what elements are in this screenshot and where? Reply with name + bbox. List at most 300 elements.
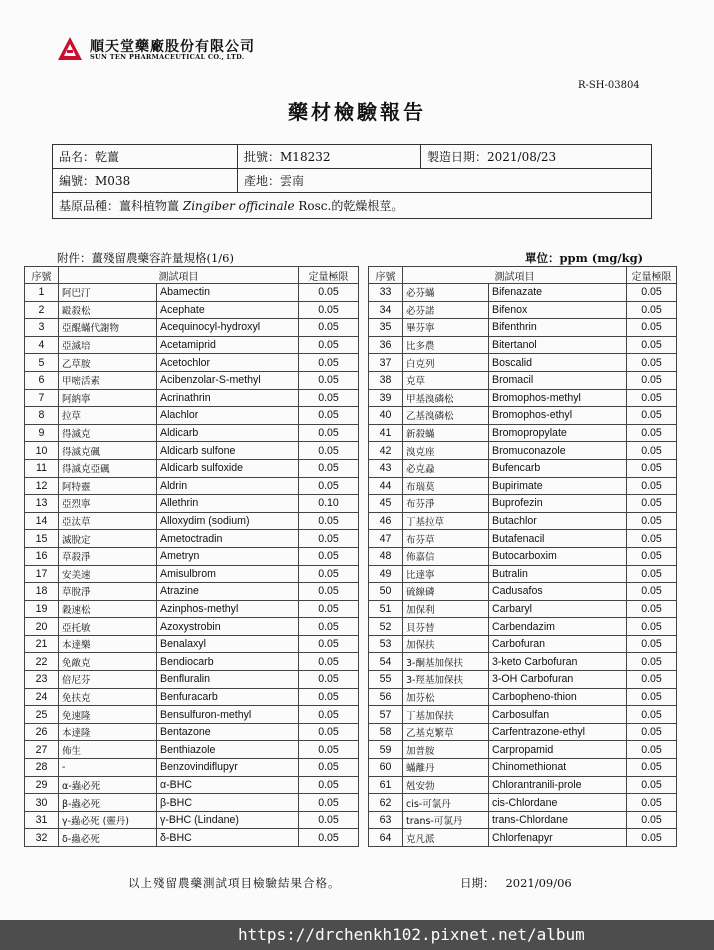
pesticide-name-cn: 乙基溴磷松: [403, 407, 489, 425]
table-row: [25, 618, 359, 636]
limit-value: 0.05: [627, 583, 677, 601]
pesticide-name-en: Bufencarb: [489, 459, 627, 477]
pesticide-name-en: Bupirimate: [489, 477, 627, 495]
limit-value: 0.05: [627, 741, 677, 759]
product-code: M038: [95, 174, 131, 188]
origin: 雲南: [280, 174, 305, 188]
pesticide-name-en: Carbendazim: [489, 618, 627, 636]
pesticide-name-en: Butafenacil: [489, 530, 627, 548]
pesticide-name-cn: 得滅克: [59, 424, 157, 442]
row-number: 55: [369, 671, 403, 689]
limit-value: 0.05: [627, 371, 677, 389]
row-number: 47: [369, 530, 403, 548]
table-row: [25, 512, 359, 530]
pesticide-name-en: Bromacil: [489, 371, 627, 389]
row-number: 38: [369, 371, 403, 389]
document-number: R-SH-03804: [578, 80, 640, 91]
row-number: 33: [369, 284, 403, 302]
table-row: [25, 723, 359, 741]
pesticide-name-en: Bifenazate: [489, 284, 627, 302]
row-number: 51: [369, 600, 403, 618]
row-number: 37: [369, 354, 403, 372]
pesticide-name-cn: 3-羥基加保扶: [403, 671, 489, 689]
table-row: [369, 301, 677, 319]
pesticide-name-cn: 亞汰草: [59, 512, 157, 530]
limit-value: 0.05: [627, 284, 677, 302]
batch-number: M18232: [280, 150, 331, 164]
limit-value: 0.05: [299, 618, 359, 636]
pesticide-name-cn: 得滅克碸: [59, 442, 157, 460]
pesticide-name-cn: 亞托敏: [59, 618, 157, 636]
limit-value: 0.05: [627, 530, 677, 548]
pesticide-name-en: Bromophos-methyl: [489, 389, 627, 407]
row-number: 14: [25, 512, 59, 530]
limit-value: 0.05: [627, 776, 677, 794]
limit-value: 0.05: [299, 442, 359, 460]
row-number: 40: [369, 407, 403, 425]
table-row: [25, 688, 359, 706]
pesticide-name-cn: 滅脫定: [59, 530, 157, 548]
limit-value: 0.05: [299, 459, 359, 477]
row-number: 27: [25, 741, 59, 759]
pesticide-name-cn: δ-蟲必死: [59, 829, 157, 847]
limit-value: 0.05: [627, 688, 677, 706]
limit-value: 0.05: [299, 600, 359, 618]
row-number: 12: [25, 477, 59, 495]
row-number: 1: [25, 284, 59, 302]
pesticide-name-cn: β-蟲必死: [59, 794, 157, 812]
row-number: 62: [369, 794, 403, 812]
table-row: [369, 829, 677, 847]
row-number: 54: [369, 653, 403, 671]
row-number: 64: [369, 829, 403, 847]
pesticide-name-en: Benalaxyl: [157, 635, 299, 653]
table-row: [25, 829, 359, 847]
pesticide-name-cn: 加芬松: [403, 688, 489, 706]
pesticide-name-en: Butralin: [489, 565, 627, 583]
row-number: 50: [369, 583, 403, 601]
pesticide-name-cn: 必芬蟎: [403, 284, 489, 302]
limit-value: 0.05: [299, 794, 359, 812]
table-row: [369, 459, 677, 477]
info-table: [52, 144, 652, 219]
pesticide-name-en: Bromophos-ethyl: [489, 407, 627, 425]
pesticide-name-cn: γ-蟲必死 (靈丹): [59, 811, 157, 829]
limit-value: 0.05: [299, 759, 359, 777]
limit-value: 0.05: [627, 794, 677, 812]
pesticide-name-en: Aldrin: [157, 477, 299, 495]
pesticide-name-en: Carbosulfan: [489, 706, 627, 724]
pesticide-name-en: Butocarboxim: [489, 547, 627, 565]
row-number: 35: [369, 319, 403, 337]
base-species-cell: 基原品種：薑科植物薑 Zingiber officinale Rosc.的乾燥根莖。: [53, 193, 652, 219]
limit-value: 0.05: [299, 371, 359, 389]
pesticide-name-cn: 克草: [403, 371, 489, 389]
pesticide-name-cn: 比多農: [403, 336, 489, 354]
table-row: [25, 389, 359, 407]
table-row: [369, 371, 677, 389]
pesticide-name-en: Bromopropylate: [489, 424, 627, 442]
pesticide-name-en: Carbopheno-thion: [489, 688, 627, 706]
table-row: [25, 284, 359, 302]
batch-cell: 批號：M18232: [238, 145, 421, 169]
pesticide-name-cn: 貝芬替: [403, 618, 489, 636]
row-number: 5: [25, 354, 59, 372]
table-row: [369, 512, 677, 530]
pesticide-name-en: Acephate: [157, 301, 299, 319]
pesticide-name-cn: 乙基克繁草: [403, 723, 489, 741]
pesticide-name-en: Bifenox: [489, 301, 627, 319]
pesticide-name-en: β-BHC: [157, 794, 299, 812]
pesticide-name-en: Ametoctradin: [157, 530, 299, 548]
pesticide-name-en: Benthiazole: [157, 741, 299, 759]
pesticide-name-cn: 乙草胺: [59, 354, 157, 372]
limit-value: 0.05: [299, 319, 359, 337]
row-number: 13: [25, 495, 59, 513]
limit-value: 0.05: [627, 301, 677, 319]
pesticide-name-en: Atrazine: [157, 583, 299, 601]
pesticide-name-cn: trans-可氯丹: [403, 811, 489, 829]
pesticide-name-cn: 甲嘧活素: [59, 371, 157, 389]
table-row: [369, 600, 677, 618]
row-number: 61: [369, 776, 403, 794]
pesticide-name-en: Acetamiprid: [157, 336, 299, 354]
limit-value: 0.05: [627, 723, 677, 741]
unit-label: 單位：ppm (mg/kg): [525, 251, 644, 265]
report-title: 藥材檢驗報告: [288, 100, 426, 124]
pesticide-name-en: Alachlor: [157, 407, 299, 425]
row-number: 57: [369, 706, 403, 724]
row-number: 17: [25, 565, 59, 583]
pesticide-name-cn: 佈生: [59, 741, 157, 759]
row-number: 46: [369, 512, 403, 530]
pesticide-name-en: Allethrin: [157, 495, 299, 513]
row-number: 45: [369, 495, 403, 513]
pesticide-name-cn: 毆殺松: [59, 301, 157, 319]
pesticide-name-cn: 本達樂: [59, 635, 157, 653]
table-row: [369, 741, 677, 759]
watermark-url-bar: https://drchenkh102.pixnet.net/album: [0, 920, 714, 950]
results-table-right: [368, 266, 677, 847]
pesticide-name-cn: 新殺蟎: [403, 424, 489, 442]
limit-value: 0.05: [299, 741, 359, 759]
product-name-cell: 品名：乾薑: [53, 145, 238, 169]
col-header-limit: 定量極限: [299, 267, 359, 284]
table-row: [25, 759, 359, 777]
row-number: 44: [369, 477, 403, 495]
pesticide-name-en: Aldicarb sulfone: [157, 442, 299, 460]
row-number: 31: [25, 811, 59, 829]
row-number: 7: [25, 389, 59, 407]
product-name: 乾薑: [95, 150, 120, 164]
limit-value: 0.05: [299, 671, 359, 689]
report-date: 日期： 2021/09/06: [460, 876, 572, 890]
table-row: [25, 319, 359, 337]
pesticide-name-cn: 比達寧: [403, 565, 489, 583]
table-row: [369, 723, 677, 741]
table-row: [25, 336, 359, 354]
pesticide-name-en: Benzovindiflupyr: [157, 759, 299, 777]
row-number: 24: [25, 688, 59, 706]
pesticide-name-en: Azinphos-methyl: [157, 600, 299, 618]
pesticide-name-cn: 剋安勃: [403, 776, 489, 794]
table-row: [369, 811, 677, 829]
pesticide-name-cn: 溴克座: [403, 442, 489, 460]
limit-value: 0.05: [627, 671, 677, 689]
table-row: [369, 389, 677, 407]
pesticide-name-en: Abamectin: [157, 284, 299, 302]
limit-value: 0.10: [299, 495, 359, 513]
pesticide-name-en: Carbaryl: [489, 600, 627, 618]
pesticide-name-cn: 亞烈寧: [59, 495, 157, 513]
results-table-left: [24, 266, 359, 847]
pesticide-name-cn: 白克列: [403, 354, 489, 372]
limit-value: 0.05: [299, 530, 359, 548]
pesticide-name-cn: 丁基加保扶: [403, 706, 489, 724]
table-row: [25, 301, 359, 319]
limit-value: 0.05: [299, 688, 359, 706]
limit-value: 0.05: [299, 389, 359, 407]
row-number: 23: [25, 671, 59, 689]
limit-value: 0.05: [299, 477, 359, 495]
row-number: 56: [369, 688, 403, 706]
row-number: 26: [25, 723, 59, 741]
pesticide-name-cn: 草殺淨: [59, 547, 157, 565]
annex-title: 附件：薑殘留農藥容許量規格(1/6): [57, 251, 234, 265]
pesticide-name-cn: 佈嘉信: [403, 547, 489, 565]
row-number: 36: [369, 336, 403, 354]
limit-value: 0.05: [627, 495, 677, 513]
table-row: [369, 653, 677, 671]
limit-value: 0.05: [627, 424, 677, 442]
limit-value: 0.05: [299, 284, 359, 302]
row-number: 15: [25, 530, 59, 548]
table-row: [25, 811, 359, 829]
limit-value: 0.05: [627, 565, 677, 583]
table-row: [25, 741, 359, 759]
limit-value: 0.05: [299, 547, 359, 565]
pesticide-name-cn: 加普胺: [403, 741, 489, 759]
pesticide-name-en: Bitertanol: [489, 336, 627, 354]
company-logo-icon: [57, 36, 83, 62]
pesticide-name-en: Cadusafos: [489, 583, 627, 601]
col-header-item: 測試項目: [403, 267, 627, 284]
row-number: 6: [25, 371, 59, 389]
pesticide-name-cn: 穀速松: [59, 600, 157, 618]
table-row: [369, 688, 677, 706]
limit-value: 0.05: [627, 319, 677, 337]
row-number: 8: [25, 407, 59, 425]
row-number: 43: [369, 459, 403, 477]
pesticide-name-cn: 免扶克: [59, 688, 157, 706]
row-number: 10: [25, 442, 59, 460]
pesticide-name-en: Carfentrazone-ethyl: [489, 723, 627, 741]
pesticide-name-cn: α-蟲必死: [59, 776, 157, 794]
limit-value: 0.05: [627, 354, 677, 372]
pesticide-name-en: Bendiocarb: [157, 653, 299, 671]
row-number: 2: [25, 301, 59, 319]
limit-value: 0.05: [299, 424, 359, 442]
table-row: [25, 565, 359, 583]
limit-value: 0.05: [627, 600, 677, 618]
table-row: [25, 671, 359, 689]
code-cell: 編號：M038: [53, 169, 238, 193]
col-header-no: 序號: [369, 267, 403, 284]
mfg-date: 2021/08/23: [487, 150, 557, 164]
pesticide-name-cn: 免敵克: [59, 653, 157, 671]
row-number: 30: [25, 794, 59, 812]
conclusion-statement: 以上殘留農藥測試項目檢驗結果合格。: [128, 876, 341, 890]
pesticide-name-en: Benfuracarb: [157, 688, 299, 706]
row-number: 48: [369, 547, 403, 565]
pesticide-name-en: Chlorantranili-prole: [489, 776, 627, 794]
limit-value: 0.05: [627, 811, 677, 829]
row-number: 25: [25, 706, 59, 724]
pesticide-name-cn: 阿巴汀: [59, 284, 157, 302]
table-row: [369, 530, 677, 548]
table-row: [25, 371, 359, 389]
row-number: 16: [25, 547, 59, 565]
pesticide-name-cn: 加保利: [403, 600, 489, 618]
pesticide-name-cn: 得滅克亞碸: [59, 459, 157, 477]
pesticide-name-en: Bifenthrin: [489, 319, 627, 337]
limit-value: 0.05: [627, 759, 677, 777]
limit-value: 0.05: [627, 618, 677, 636]
table-row: [25, 706, 359, 724]
limit-value: 0.05: [627, 336, 677, 354]
row-number: 20: [25, 618, 59, 636]
table-row: [25, 547, 359, 565]
table-row: [25, 495, 359, 513]
limit-value: 0.05: [627, 547, 677, 565]
pesticide-name-en: Butachlor: [489, 512, 627, 530]
row-number: 22: [25, 653, 59, 671]
limit-value: 0.05: [299, 354, 359, 372]
limit-value: 0.05: [627, 706, 677, 724]
pesticide-name-cn: -: [59, 759, 157, 777]
pesticide-name-cn: 丁基拉草: [403, 512, 489, 530]
pesticide-name-en: δ-BHC: [157, 829, 299, 847]
table-row: [369, 442, 677, 460]
table-row: [25, 442, 359, 460]
limit-value: 0.05: [299, 811, 359, 829]
pesticide-name-cn: 必芬諾: [403, 301, 489, 319]
row-number: 4: [25, 336, 59, 354]
table-row: [369, 706, 677, 724]
pesticide-name-cn: 蟎離丹: [403, 759, 489, 777]
pesticide-name-cn: 拉草: [59, 407, 157, 425]
pesticide-name-en: Acetochlor: [157, 354, 299, 372]
row-number: 32: [25, 829, 59, 847]
pesticide-name-cn: 布芬淨: [403, 495, 489, 513]
pesticide-name-en: Bromuconazole: [489, 442, 627, 460]
pesticide-name-cn: 阿特靈: [59, 477, 157, 495]
row-number: 9: [25, 424, 59, 442]
limit-value: 0.05: [299, 706, 359, 724]
pesticide-name-cn: 硫線磷: [403, 583, 489, 601]
table-row: [369, 547, 677, 565]
row-number: 11: [25, 459, 59, 477]
pesticide-name-cn: 3-酮基加保扶: [403, 653, 489, 671]
table-row: [369, 424, 677, 442]
pesticide-name-en: Bensulfuron-methyl: [157, 706, 299, 724]
pesticide-name-en: α-BHC: [157, 776, 299, 794]
pesticide-name-cn: 畢芬寧: [403, 319, 489, 337]
table-row: [369, 495, 677, 513]
limit-value: 0.05: [627, 635, 677, 653]
pesticide-name-en: Aldicarb: [157, 424, 299, 442]
pesticide-name-en: γ-BHC (Lindane): [157, 811, 299, 829]
limit-value: 0.05: [627, 512, 677, 530]
table-row: [25, 600, 359, 618]
limit-value: 0.05: [299, 829, 359, 847]
pesticide-name-cn: 倍尼芬: [59, 671, 157, 689]
pesticide-name-en: Aldicarb sulfoxide: [157, 459, 299, 477]
limit-value: 0.05: [299, 512, 359, 530]
pesticide-name-en: Bentazone: [157, 723, 299, 741]
limit-value: 0.05: [299, 407, 359, 425]
col-header-no: 序號: [25, 267, 59, 284]
pesticide-name-en: cis-Chlordane: [489, 794, 627, 812]
table-row: [369, 776, 677, 794]
pesticide-name-cn: 布瑞莫: [403, 477, 489, 495]
row-number: 19: [25, 600, 59, 618]
table-row: [369, 336, 677, 354]
row-number: 58: [369, 723, 403, 741]
table-row: [25, 583, 359, 601]
table-row: [25, 635, 359, 653]
table-row: [369, 284, 677, 302]
table-row: [25, 530, 359, 548]
row-number: 3: [25, 319, 59, 337]
table-row: [369, 618, 677, 636]
table-row: [25, 354, 359, 372]
pesticide-name-cn: cis-可氯丹: [403, 794, 489, 812]
pesticide-name-en: Boscalid: [489, 354, 627, 372]
row-number: 18: [25, 583, 59, 601]
pesticide-name-en: Carpropamid: [489, 741, 627, 759]
pesticide-name-en: trans-Chlordane: [489, 811, 627, 829]
table-row: [369, 635, 677, 653]
pesticide-name-en: Acibenzolar-S-methyl: [157, 371, 299, 389]
pesticide-name-en: 3-keto Carbofuran: [489, 653, 627, 671]
origin-cell: 產地：雲南: [238, 169, 652, 193]
table-row: [25, 459, 359, 477]
limit-value: 0.05: [627, 653, 677, 671]
limit-value: 0.05: [299, 776, 359, 794]
pesticide-name-en: Chlorfenapyr: [489, 829, 627, 847]
row-number: 21: [25, 635, 59, 653]
pesticide-name-en: Carbofuran: [489, 635, 627, 653]
table-row: [369, 407, 677, 425]
pesticide-name-cn: 本達隆: [59, 723, 157, 741]
pesticide-name-cn: 亞醌蟎代謝物: [59, 319, 157, 337]
limit-value: 0.05: [299, 565, 359, 583]
table-row: [369, 583, 677, 601]
pesticide-name-cn: 免速隆: [59, 706, 157, 724]
pesticide-name-en: Amisulbrom: [157, 565, 299, 583]
table-row: [369, 477, 677, 495]
row-number: 41: [369, 424, 403, 442]
limit-value: 0.05: [627, 389, 677, 407]
table-row: [369, 759, 677, 777]
pesticide-name-en: Benfluralin: [157, 671, 299, 689]
pesticide-name-en: Buprofezin: [489, 495, 627, 513]
limit-value: 0.05: [299, 723, 359, 741]
limit-value: 0.05: [299, 635, 359, 653]
col-header-item: 測試項目: [59, 267, 299, 284]
pesticide-name-cn: 克凡派: [403, 829, 489, 847]
